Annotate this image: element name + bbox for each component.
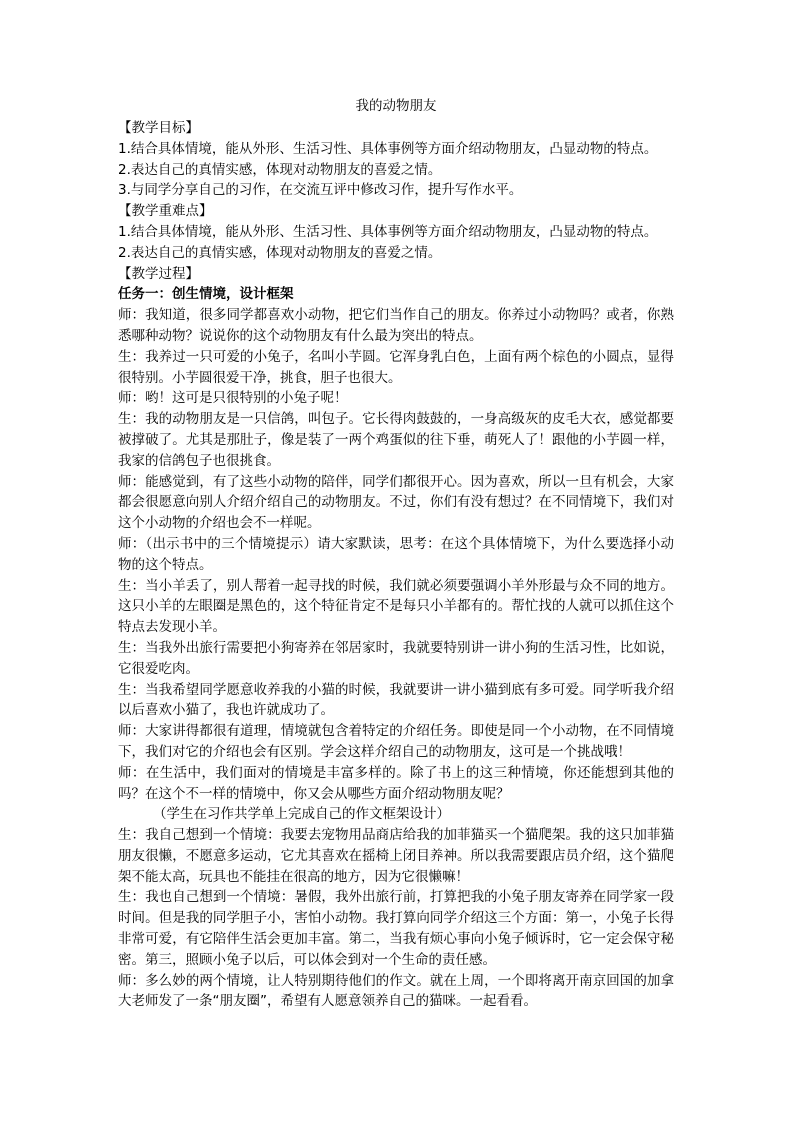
dialogue-paragraph: 师：在生活中，我们面对的情境是丰富多样的。除了书上的这三种情境，你还能想到其他的吗？在这个不一样的情境中，你又会从哪些方面介绍动物朋友呢？ (118, 764, 674, 802)
dialogue-paragraph: 生：当小羊丢了，别人帮着一起寻找的时候，我们就必须要强调小羊外形最与众不同的地方。这只小羊的左眼圈是黑色的，这个特征肯定不是每只小羊都有的。帮忙找的人就可以抓住这个特点去发现小羊。 (118, 577, 674, 636)
dialogue-paragraph: 师：能感觉到，有了这些小动物的陪伴，同学们都很开心。因为喜欢，所以一旦有机会，大家都会很愿意向别人介绍介绍自己的动物朋友。不过，你们有没有想过？在不同情境下，我们对这个小动物的介绍也会不一样呢。 (118, 473, 674, 532)
objective-item: 3.与同学分享自己的习作，在交流互评中修改习作，提升写作水平。 (118, 182, 523, 199)
dialogue-paragraph: 生：我也自己想到一个情境：暑假，我外出旅行前，打算把我的小兔子朋友寄养在同学家一段时间。但是我的同学胆子小，害怕小动物。我打算向同学介绍这三个方面：第一，小兔子长得非常可爱，有它陪伴生活会更加丰富。第二，当我有烦心事向小兔子倾诉时，它一定会保守秘密。第三，照顾小兔子以后，可以体会到对一个生命的责任感。 (118, 889, 674, 968)
dialogue-paragraph: 师：我知道，很多同学都喜欢小动物，把它们当作自己的朋友。你养过小动物吗？或者，你熟悉哪种动物？说说你的这个动物朋友有什么最为突出的特点。 (118, 307, 674, 344)
dialogue-paragraph: 师：多么妙的两个情境，让人特别期待他们的作文。就在上周，一个即将离开南京回国的加拿大老师发了一条“朋友圈”，希望有人愿意领养自己的猫咪。一起看看。 (118, 972, 674, 1010)
dialogue-paragraph: 生：我自己想到一个情境：我要去宠物用品商店给我的加菲猫买一个猫爬架。我的这只加菲猫朋友很懒，不愿意多运动，它尤其喜欢在摇椅上闭目养神。所以我需要跟店员介绍，这个猫爬架不能太高，玩具也不能挂在很高的地方，因为它很懒嘛！ (118, 827, 674, 885)
objective-item: 2.表达自己的真情实感，体现对动物朋友的喜爱之情。 (118, 161, 442, 178)
dialogue-paragraph: 师：（出示书中的三个情境提示）请大家默读，思考：在这个具体情境下，为什么要选择小动物的这个特点。 (118, 535, 674, 573)
objective-item: 1.结合具体情境，能从外形、生活习性、具体事例等方面介绍动物朋友，凸显动物的特点。 (118, 140, 658, 157)
dialogue-paragraph: 生：当我希望同学愿意收养我的小猫的时候，我就要讲一讲小猫到底有多可爱。同学听我介绍以后喜欢小猫了，我也许就成功了。 (118, 681, 674, 719)
dialogue-paragraph: 师：哟！这可是只很特别的小兔子呢！ (118, 390, 348, 407)
document-title: 我的动物朋友 (355, 98, 437, 114)
key-point-item: 2.表达自己的真情实感，体现对动物朋友的喜爱之情。 (118, 244, 442, 261)
document-page (118, 96, 674, 1012)
process-heading: 【教学过程】 (118, 265, 199, 282)
dialogue-paragraph: 生：我养过一只可爱的小兔子，名叫小芋圆。它浑身乳白色，上面有两个棕色的小圆点，显得很特别。小芋圆很爱干净，挑食，胆子也很大。 (118, 348, 674, 386)
task-one-title: 任务一：创生情境，设计框架 (118, 286, 294, 303)
key-points-heading: 【教学重难点】 (118, 203, 213, 220)
dialogue-paragraph: 师：大家讲得都很有道理，情境就包含着特定的介绍任务。即使是同一个小动物，在不同情境下，我们对它的介绍也会有区别。学会这样介绍自己的动物朋友，这可是一个挑战哦！ (118, 723, 674, 760)
dialogue-paragraph: 生：我的动物朋友是一只信鸽，叫包子。它长得肉鼓鼓的，一身高级灰的皮毛大衣，感觉都要被撑破了。尤其是那肚子，像是装了一两个鸡蛋似的往下垂，萌死人了！跟他的小芋圆一样，我家的信鸽包子也很挑食。 (118, 411, 674, 469)
objectives-heading: 【教学目标】 (118, 120, 199, 136)
activity-note: （学生在习作共学单上完成自己的作文框架设计） (153, 806, 450, 823)
key-point-item: 1.结合具体情境，能从外形、生活习性、具体事例等方面介绍动物朋友，凸显动物的特点。 (118, 223, 658, 240)
dialogue-paragraph: 生：当我外出旅行需要把小狗寄养在邻居家时，我就要特别讲一讲小狗的生活习性，比如说，它很爱吃肉。 (118, 639, 674, 677)
